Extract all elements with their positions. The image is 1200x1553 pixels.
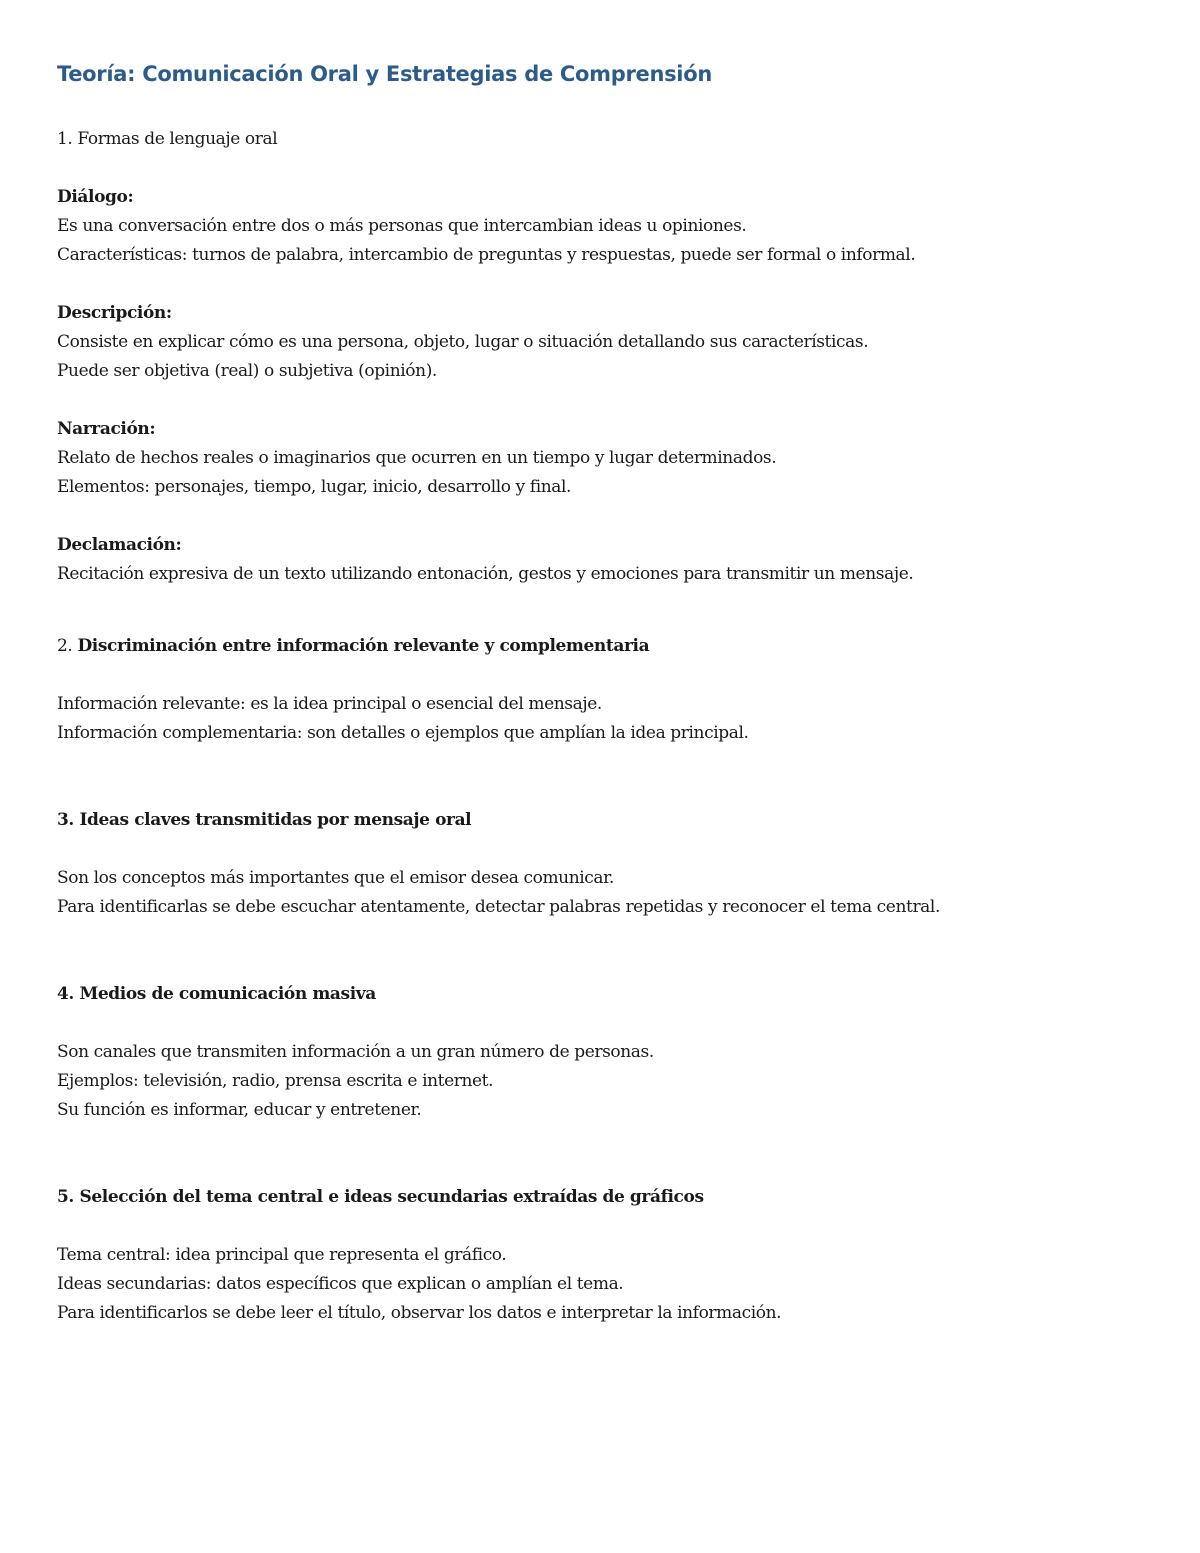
dialogo-label: Diálogo: [57,187,134,207]
declamacion-line-1: Recitación expresiva de un texto utilizando entonación, gestos y emociones para transmitir un mensaje. [57,564,914,584]
section-2-heading [57,632,1147,661]
section-2-line-1: Información relevante: es la idea principal o esencial del mensaje. [57,694,602,714]
spacer [57,386,1147,415]
section-3-line-2: Para identificarlas se debe escuchar atentamente, detectar palabras repetidas y reconocer el tema central. [57,897,940,917]
section-4-line-1: Son canales que transmiten información a un gran número de personas. [57,1042,654,1062]
spacer [57,835,1147,864]
dialogo-line-1: Es una conversación entre dos o más personas que intercambian ideas u opiniones. [57,216,747,236]
dialogo-line-2: Características: turnos de palabra, intercambio de preguntas y respuestas, puede ser formal o informal. [57,245,916,265]
spacer [57,154,1147,183]
document-title: Teoría: Comunicación Oral y Estrategias de Comprensión [57,62,712,86]
section-5-line-3: Para identificarlos se debe leer el título, observar los datos e interpretar la información. [57,1303,782,1323]
spacer [57,589,1147,632]
spacer [57,92,1147,125]
spacer [57,1125,1147,1183]
section-4-line-2: Ejemplos: televisión, radio, prensa escrita e internet. [57,1071,494,1091]
descripcion-line-2: Puede ser objetiva (real) o subjetiva (opinión). [57,361,437,381]
section-1-heading: 1. Formas de lenguaje oral [57,129,278,149]
spacer [57,502,1147,531]
narracion-line-2: Elementos: personajes, tiempo, lugar, inicio, desarrollo y final. [57,477,572,497]
section-5-heading: 5. Selección del tema central e ideas secundarias extraídas de gráficos [57,1187,704,1207]
section-3-heading: 3. Ideas claves transmitidas por mensaje oral [57,810,472,830]
section-2-line-2: Información complementaria: son detalles o ejemplos que amplían la idea principal. [57,723,749,743]
document-page [57,56,1147,1328]
narracion-label: Narración: [57,419,156,439]
section-2-number: 2. [57,636,73,656]
spacer [57,661,1147,690]
spacer [57,270,1147,299]
declamacion-label: Declamación: [57,535,182,555]
spacer [57,748,1147,806]
spacer [57,1009,1147,1038]
descripcion-label: Descripción: [57,303,172,323]
section-5-line-2: Ideas secundarias: datos específicos que explican o amplían el tema. [57,1274,624,1294]
section-5-line-1: Tema central: idea principal que representa el gráfico. [57,1245,507,1265]
spacer [57,1212,1147,1241]
narracion-line-1: Relato de hechos reales o imaginarios que ocurren en un tiempo y lugar determinados. [57,448,777,468]
section-2-title: Discriminación entre información relevante y complementaria [77,636,650,656]
section-3-line-1: Son los conceptos más importantes que el emisor desea comunicar. [57,868,615,888]
descripcion-line-1: Consiste en explicar cómo es una persona, objeto, lugar o situación detallando sus características. [57,332,869,352]
spacer [57,922,1147,980]
section-4-heading: 4. Medios de comunicación masiva [57,984,376,1004]
section-4-line-3: Su función es informar, educar y entretener. [57,1100,422,1120]
